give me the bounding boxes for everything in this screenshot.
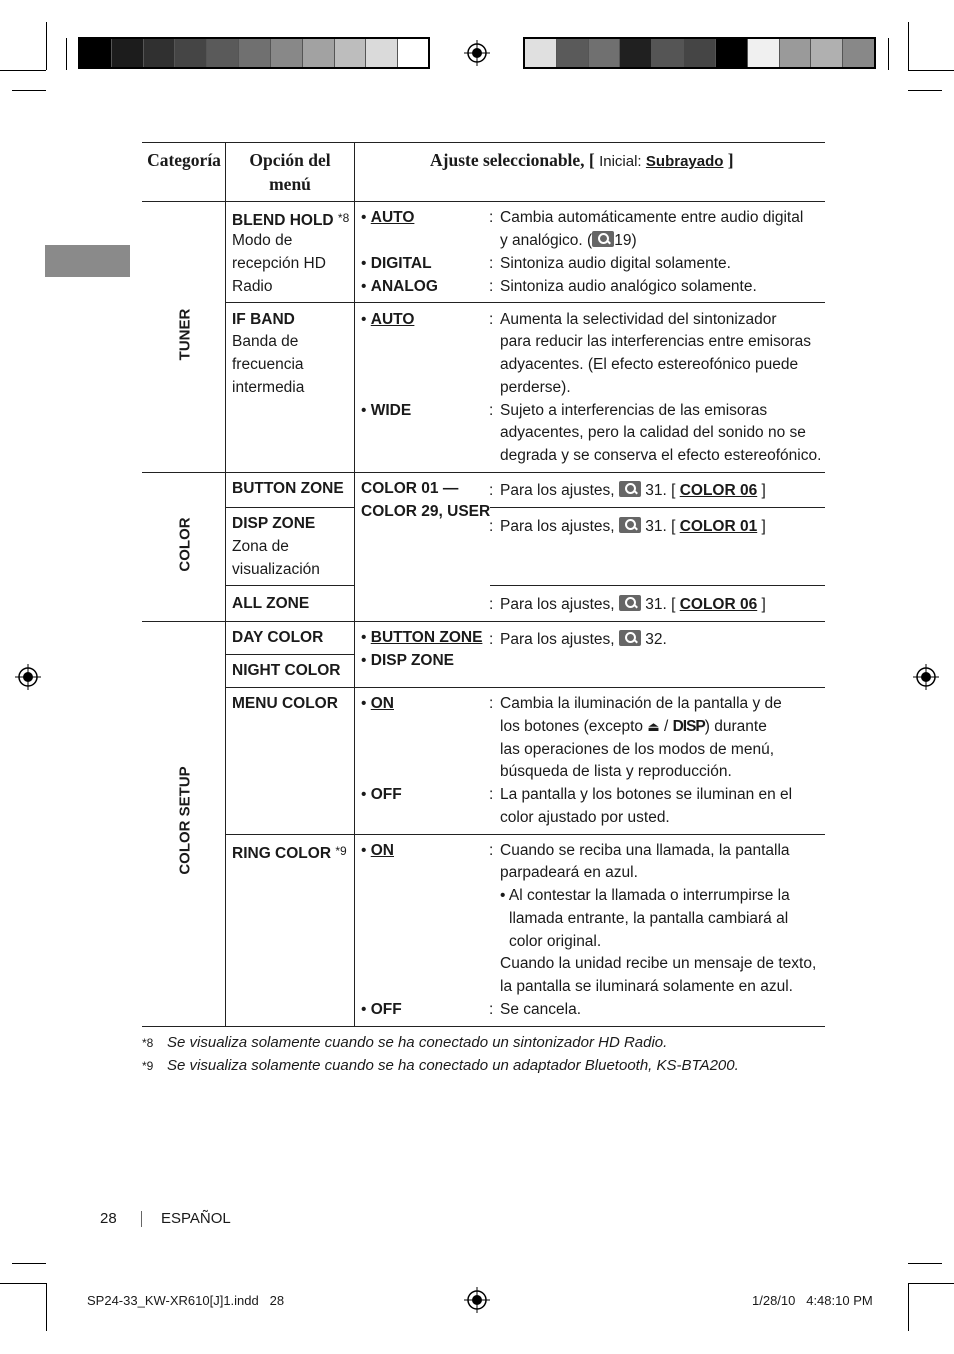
option-desc: Para los ajustes, 31. [ COLOR 01 ] [500,518,766,535]
table-rule [226,687,825,688]
option-desc: adyacentes, pero la calidad del sonido no se [500,424,806,441]
menu-desc: Zona de [232,538,289,555]
option-desc: Sintoniza audio digital solamente. [500,255,731,272]
language-tab [45,245,130,277]
crop-mark [46,22,47,70]
table-rule [490,585,825,586]
option-desc: para reducir las interferencias entre emisoras [500,333,811,350]
option-desc: Cuando la unidad recibe un mensaje de texto, [500,955,817,972]
crop-mark [0,1283,46,1284]
crop-mark [908,90,942,91]
option-desc: Sujeto a interferencias de las emisoras [500,402,768,419]
colon: : [489,311,494,328]
menu-desc: Modo de [232,232,293,249]
menu-menu-color: MENU COLOR [232,695,338,712]
magnifier-icon [592,231,614,247]
option-off: • OFF [361,786,402,803]
option-color-range: COLOR 01 — [361,480,459,497]
color-calibration-bar-left [78,37,430,69]
magnifier-icon [619,481,641,497]
option-desc: degrada y se conserva el efecto estereofónico. [500,447,822,464]
colon: : [489,402,494,419]
menu-if-band: IF BAND [232,311,295,328]
option-desc: parpadeará en azul. [500,864,638,881]
table-rule [142,201,825,202]
footnote-text: Se visualiza solamente cuando se ha conectado un sintonizador HD Radio. [167,1034,668,1051]
option-desc: y analógico. ( 19) [500,232,637,249]
header-category: Categoría [147,150,221,170]
table-rule [226,654,354,655]
menu-ring-color: RING COLOR *9 [232,844,347,862]
crop-mark [12,1263,46,1264]
colon: : [489,209,494,226]
menu-button-zone: BUTTON ZONE [232,480,344,497]
table-rule [142,472,825,473]
footer-divider [141,1211,142,1227]
magnifier-icon [619,595,641,611]
option-desc: Sintoniza audio analógico solamente. [500,278,757,295]
footnote-mark: *8 [142,1036,154,1050]
colon: : [489,631,494,648]
option-wide: • WIDE [361,402,412,419]
table-rule [142,1026,825,1027]
magnifier-icon [619,630,641,646]
option-desc: los botones (excepto ⏏ / DISP) durante [500,718,767,735]
menu-desc: frecuencia [232,356,304,373]
option-desc: llamada entrante, la pantalla cambiará al [509,910,789,927]
menu-desc: Radio [232,278,273,295]
option-desc: las operaciones de los modos de menú, [500,741,774,758]
option-analog: • ANALOG [361,278,438,295]
table-rule [490,507,825,508]
table-rule [354,142,355,1026]
footer-language: ESPAÑOL [161,1210,231,1227]
crop-mark [908,70,954,71]
crop-mark [908,1283,909,1331]
footer-filename: SP24-33_KW-XR610[J]1.indd 28 [87,1293,285,1308]
option-desc: búsqueda de lista y reproducción. [500,763,732,780]
footnote-text: Se visualiza solamente cuando se ha conectado un adaptador Bluetooth, KS-BTA200. [167,1057,739,1074]
option-desc: Para los ajustes, 32. [500,631,667,648]
page-number: 28 [100,1210,117,1227]
crop-mark [12,90,46,91]
registration-mark-icon [15,664,41,690]
footer-date: 1/28/10 4:48:10 PM [752,1293,873,1308]
option-auto: • AUTO [361,209,415,226]
eject-icon: ⏏ [647,719,660,734]
registration-mark-icon [464,1287,490,1313]
option-desc: Aumenta la selectividad del sintonizador [500,311,777,328]
colon: : [489,1001,494,1018]
menu-all-zone: ALL ZONE [232,595,310,612]
menu-night-color: NIGHT COLOR [232,662,341,679]
crop-mark [908,1283,954,1284]
crop-mark [908,22,909,70]
color-calibration-bar-right [523,37,876,69]
crop-mark [66,38,67,70]
option-desc: adyacentes. (El efecto estereofónico puede [500,356,799,373]
option-desc: Para los ajustes, 31. [ COLOR 06 ] [500,596,766,613]
option-desc: Cambia la iluminación de la pantalla y de [500,695,782,712]
option-digital: • DIGITAL [361,255,432,272]
colon: : [489,786,494,803]
table-rule [226,302,825,303]
table-rule [225,142,226,1026]
table-rule [226,507,354,508]
option-desc: color ajustado por usted. [500,809,670,826]
menu-desc: Banda de [232,333,299,350]
registration-mark-icon [464,40,490,66]
colon: : [489,518,494,535]
option-color-range: COLOR 29, USER [361,503,491,520]
colon: : [489,255,494,272]
option-desc: Cuando se reciba una llamada, la pantalla [500,842,790,859]
crop-mark [888,38,889,70]
category-tuner: TUNER [176,308,194,361]
option-button-zone: • BUTTON ZONE [361,629,483,646]
option-desc: perderse). [500,379,571,396]
category-color: COLOR [176,517,194,572]
option-desc: Se cancela. [500,1001,581,1018]
menu-desc: intermedia [232,379,305,396]
magnifier-icon [619,517,641,533]
option-desc: Para los ajustes, 31. [ COLOR 06 ] [500,482,766,499]
option-auto: • AUTO [361,311,415,328]
colon: : [489,596,494,613]
colon: : [489,842,494,859]
option-desc: La pantalla y los botones se iluminan en el [500,786,793,803]
header-menu-option: Opción del menú [249,150,331,194]
option-desc: Cambia automáticamente entre audio digital [500,209,804,226]
menu-day-color: DAY COLOR [232,629,324,646]
table-rule [226,834,825,835]
table-rule [226,585,354,586]
menu-disp-zone: DISP ZONE [232,515,316,532]
option-on: • ON [361,695,394,712]
option-desc: la pantalla se iluminará solamente en azul. [500,978,793,995]
table-rule [142,142,825,143]
crop-mark [46,1283,47,1331]
colon: : [489,278,494,295]
option-off: • OFF [361,1001,402,1018]
crop-mark [908,1263,942,1264]
registration-mark-icon [913,664,939,690]
option-desc: • Al contestar la llamada o interrumpirse la [500,887,790,904]
option-on: • ON [361,842,394,859]
option-desc: color original. [509,933,602,950]
menu-desc: visualización [232,561,320,578]
crop-mark [0,70,46,71]
table-rule [142,621,825,622]
colon: : [489,482,494,499]
header-settings: Ajuste seleccionable, [ Inicial: Subrayado ] [430,150,734,170]
footnote-mark: *9 [142,1059,154,1073]
option-disp-zone: • DISP ZONE [361,652,455,669]
category-color-setup: COLOR SETUP [176,766,194,875]
colon: : [489,695,494,712]
menu-desc: recepción HD [232,255,326,272]
menu-blend-hold: BLEND HOLD *8 [232,211,350,229]
